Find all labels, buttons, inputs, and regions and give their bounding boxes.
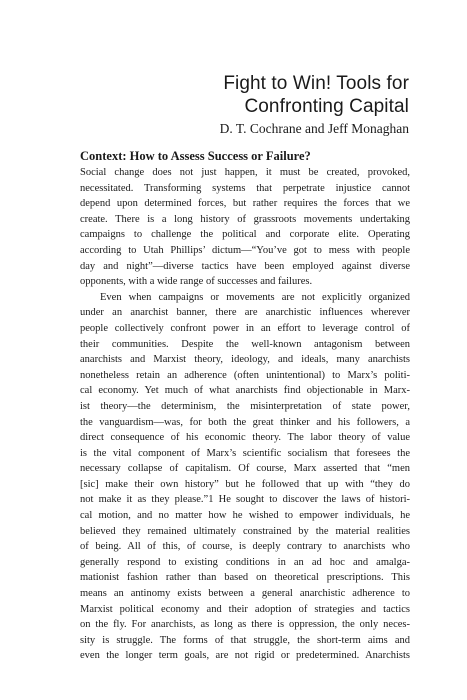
- paragraph-line: their communities. Despite the well-known antagonism between: [80, 338, 410, 350]
- paragraph-line: depend upon determined forces, but rather requires the forces that we: [80, 198, 410, 210]
- paragraph-line: Marxist political economy and their adoption of strategies and tactics: [80, 603, 410, 615]
- paragraph-line: of being. All of this, of course, is deeply contrary to anarchists who: [80, 541, 410, 553]
- paragraph-2: [80, 290, 410, 664]
- paragraph-line: even the longer term goals, are not rigid or predetermined. Anarchists: [80, 650, 410, 662]
- paragraph-line: direct consequence of his economic theory. The labor theory of value: [80, 432, 410, 444]
- paragraph-line: is the vital component of Marx’s scientific socialism that foresees the: [80, 447, 410, 459]
- paragraph-line: cal economy. Yet much of what anarchists find objectionable in Marx-: [80, 385, 410, 397]
- paragraph-line: Even when campaigns or movements are not explicitly organized: [100, 291, 410, 303]
- paragraph-line: people collectively confront power in an effort to leverage control of: [80, 322, 410, 334]
- paragraph-line: day and night”—diverse tactics have been employed against diverse: [80, 260, 410, 272]
- paragraph-line: campaigns to challenge the political and corporate elite. Operating: [80, 229, 410, 241]
- paragraph-line: mationist fashion rather than based on theoretical prescriptions. This: [80, 572, 410, 584]
- body-text: [80, 165, 410, 664]
- chapter-title-line-1: Fight to Win! Tools for: [223, 73, 409, 94]
- paragraph-line: generally respond to existing conditions in an ad hoc and amalga-: [80, 556, 410, 568]
- paragraph-line: anarchists and Marxist theory, ideology, and ideals, many anarchists: [80, 354, 410, 366]
- chapter-authors: D. T. Cochrane and Jeff Monaghan: [219, 121, 409, 136]
- paragraph-line: create. There is a long history of grassroots movements undertaking: [80, 213, 410, 225]
- paragraph-1: [80, 165, 410, 290]
- paragraph-line: not make it as they please.”1 He sought to discover the laws of histori-: [80, 494, 410, 506]
- chapter-title-block: [220, 72, 409, 137]
- paragraph-line: cal motion, and no matter how he wished to empower individuals, he: [80, 510, 410, 522]
- paragraph-line: believed they remained ultimately constrained by the material realities: [80, 525, 410, 537]
- paragraph-line: Social change does not just happen, it must be created, provoked,: [80, 167, 410, 178]
- paragraph-line: necessitated. Transforming systems that perpetrate injustice cannot: [80, 182, 410, 194]
- paragraph-line: under an anarchist banner, there are anarchistic influences wherever: [80, 307, 410, 319]
- paragraph-line: means an antinomy exists between a general anarchistic adherence to: [80, 588, 410, 600]
- paragraph-line: opponents, with a wide range of successes and failures.: [80, 276, 313, 288]
- paragraph-line: [sic] make their own history” but he followed that up with “they do: [80, 478, 410, 490]
- paragraph-line: ist theory—the determinism, the misinterpretation of state power,: [80, 400, 410, 412]
- paragraph-line: sity is struggle. The forms of that struggle, the short-term aims and: [80, 634, 410, 646]
- section-heading: Context: How to Assess Success or Failure?: [80, 149, 311, 163]
- paragraph-line: the vanguardism—was, for both the great thinker and his followers, a: [80, 416, 410, 428]
- paragraph-line: according to Utah Phillips’ dictum—“You’ve got to mess with people: [80, 244, 410, 256]
- paragraph-line: necessary collapse of capitalism. Of course, Marx asserted that “men: [80, 463, 410, 475]
- paragraph-line: on the fly. For anarchists, as long as there is oppression, the only neces-: [80, 619, 410, 631]
- paragraph-line: nonetheless retain an adherence (often unintentional) to Marx’s politi-: [80, 369, 410, 381]
- chapter-title-line-2: Confronting Capital: [244, 96, 409, 117]
